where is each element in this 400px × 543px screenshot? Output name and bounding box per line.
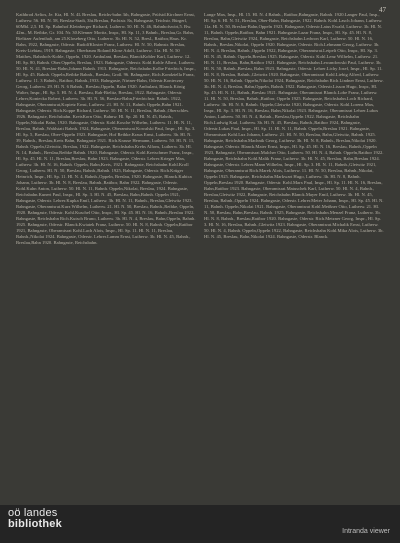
text-line: bahn 3th, Bahngaste, Prüfstd. [112, 12, 167, 17]
text-line: Kubica Johann, Lutherw. 3b. Hl. N. 8, Breslau, Bahnh., [16, 174, 192, 185]
text-line: Lukas Paul, Inspr., Hl. Sp. 11. Hl. N. 11, Bahnh. Oppeln, [218, 126, 324, 131]
text-line: Ratibor 1921, Bahngaste, Oberamtsrat Kohl. [16, 222, 193, 233]
text-line: Wahlstatt Bahnh. 1924, Bahngaste, Oberamtsrat. [46, 126, 137, 131]
text-line: Latus Ewald, Lutherw. 3b. Hl. N. 11, Bahnh. Oppeln, [204, 24, 383, 35]
text-line: Lamm Ernst, Lutherw. 3b. Hl. N. 45, Bahnh., Breslau, [16, 234, 191, 245]
text-line: Kupka Emil, Lutherw. 3b. Hl. N. 11, Bahnh., Breslau, [66, 198, 166, 203]
text-line: Ratibor, Oppeln 1925. Bahngaste, Reichsbahn. [260, 96, 347, 101]
text-line: Oberschles. 1926. Bahngaste, Reichsbahn. Kreis [16, 108, 190, 119]
text-line: Reibke, Oppeln, 1920. Bahngaste, Oderstr. Kohl. [16, 204, 195, 215]
text-line: Gleiwitz 1922, Bahngaste, Reichsbahn Blanck. [219, 192, 306, 197]
text-line: Lobe Franz, Lutherw. 11. Hl. N. 50, Breslau, Bahnh., [204, 90, 378, 101]
text-line: Machnik Georg, Lutherw. 3b. Hl. N. 8, Bahnh., Breslau, [248, 138, 352, 143]
text-line: Haus. Kr. Bahn, 1922, Bahngaste, Oderstr. Rudolf [16, 36, 187, 47]
text-line: Nikolai, Oppeln 1920. Bahngaste, Oderstr. Rich. [234, 42, 324, 47]
text-line: Johann Bahnh. 1913. Bahngaste, Reichsbahn. [68, 66, 153, 71]
text-line: Koppe Richard, Lutherw. 50. Hl. N. 11, Breslau, Bahnh., [63, 108, 168, 113]
text-line: Oppeln 1923, Bahngaste, Oberamtsrat. [204, 144, 377, 155]
viewer-label: Intranda viewer [342, 528, 390, 535]
text-line: Nikolai Bahn, 1920. Bahngaste, Oderstr. Kohl. [30, 120, 117, 125]
text-line: Liebiau, 1919. Bahngaste, Oberbaum Roland. [27, 48, 112, 53]
text-line: Lehmann Georg, Lutherw. 3b. Hl. N. 4, Breslau, Bahnh., [204, 42, 380, 53]
text-line: Gleiwitz 1921, Bahngaste, Oberamtsrat Rich. [204, 162, 377, 173]
text-line: Oppeln, Breslau, 1920. Bahngaste, Blanck. [99, 174, 179, 179]
text-line: Kolbe Friedrich, Inspr., Hl. Sp. 45. Bahnh. Oppeln, [16, 66, 196, 77]
text-line: Kohle, Oppeln, 1920. Ambulant, Breslau, Blanck [52, 54, 143, 59]
text-line: Bahn 1920. Bahngaste, Reichsbahn. [31, 240, 98, 245]
text-line: Oppeln, Bahn 1920. Ambulant, Blanck. [100, 84, 174, 89]
text-line: Meier Johann, Inspr., Hl. Sp. 45. Hl. N. 11, Bahnh. Oppeln, [204, 198, 384, 209]
text-line: Marx Paul, Inspr., Hl. Sp. 11. Hl. N. 16, Breslau, Bahn, [204, 180, 383, 191]
text-line: Kretschmer Franz, Inspr., Hl. Sp. 45. Hl. N. 11, Breslau, [16, 150, 194, 161]
text-line: Oppeln 1922. Bahngaste, Reichsbahn Rich. [204, 114, 359, 125]
text-line: Lubos Anton, Lutherw. 50. Hl. N. 4, Bahnh., Breslau, [204, 108, 379, 119]
text-line: Gleiwitz 1923. Bahngaste, Oberamtsrat. [258, 222, 333, 227]
text-line: Klenner Moritz, Inspr., Hl. Sp. 11, 3 Bahnh., Breslau, [78, 30, 177, 35]
text-line: Lenz Wilhelm, Lutherw. 21. Hl. N. 11, Breslau, Bahn, [204, 54, 379, 65]
text-line: Breslau 1924. Bahngaste, Oderstr. Lehrer. [204, 156, 380, 167]
text-line: Lichy Josef, Inspr., Hl. Sp. 11. Hl. N. 8, Breslau, Bahnh., [204, 66, 383, 77]
text-line: Lux Johann, Lutherw. 21. Hl. N. 50, Breslau, Bahn, [238, 132, 334, 137]
text-line: Breslau, Bahn 1923. Bahngaste, Oderstr. Lehrer. [71, 156, 161, 161]
right-column [204, 12, 384, 500]
text-line: Maier Ernst, Inspr., Hl. Sp. 45. Hl. N. 16, Breslau, Bahnh., [255, 144, 364, 149]
text-line: Gleiwitz 1923. Bahngaste, Oberamtsrat. [16, 198, 193, 209]
text-line: Kohle Albert, Lutherw. 50. Hl. N. 41, Breslau-Bahn, [16, 60, 196, 71]
text-line: Bahnh. Oppeln 1921, Bahngaste, Oderstr. Lehrer. [16, 192, 181, 203]
text-line: Friedrichstr. Bahnh. 1922, Bahngaste, Oberamtsrat, [16, 96, 182, 107]
text-line: Metzner Georg, Inspr., Hl. Sp. 3. Hl. N. 16, Breslau, Bahnh., [204, 216, 381, 227]
text-line: Mayer Emil, Lutherw. 3b. Hl. N. 45, Breslau, Bahnh., [204, 192, 373, 203]
text-line: Oppeln 1922, Bahngaste, Oberamtsrat. [251, 48, 324, 53]
text-line: Krause Hermann, Lutherw. 50. Hl. N. 11, Bahnh. Oppeln, [16, 138, 195, 149]
text-line: Bielitz, Breslau, 1922. Bahngaste, Oderstr. Lehrer, [16, 90, 183, 101]
text-line: 5. Bw. 42m., M. Reibke, Gr. 104. Nr. 30. [16, 24, 192, 35]
page-number: 47 [379, 6, 386, 14]
text-line: Kreis Bahn, Bahngaste 1921. Rich. [53, 138, 119, 143]
text-line: Kutsch Bruno, Lutherw. 3b. Hl. N. 4, Breslau, Bahn, [69, 216, 167, 221]
text-line: Kroll Georg, Lutherw. Hl. N. 50, Breslau, Bahnh., [16, 162, 189, 173]
logo-line-2: bibliothek [8, 518, 62, 530]
text-line: Oppeln 1923. Bahngaste, Hof Reibke. [61, 132, 132, 137]
text-line: Breslau 1920. Bahngaste, Oderstr. Kohl. [218, 180, 293, 185]
text-line: Kleinberger Richard, Lutherw. 50. Hl. N. 46, Bahnhofswirt, [69, 24, 180, 29]
text-line: Gleiwitz, Breslau, 1922. Bahngaste, Reichsbahn. [44, 144, 135, 149]
text-line: Kuschel Otto, Inspr., Hl. Sp. 45. Hl. N. 16, Bahnh., [75, 210, 169, 215]
text-line: Koniecka Robert, Lutherw. 3b. Hl. N. 56, Breslau-Bahn, [29, 96, 134, 101]
text-line: Nikolai, Oppeln 1925. Bahngaste, Reichsbahn. [204, 168, 374, 179]
text-line: Kirchner Ernst, Lutherw. 56. Hl. N. 58, Breslau-Stadt, 3ht. [16, 12, 195, 23]
text-line: Kondziella Franz, Lutherw. 11. 3 Bahnh., Ratibor, Bahnh., [16, 72, 195, 83]
text-line: Oppeln 1923. Bahngaste, Oderstr. [258, 24, 321, 29]
text-line: Lisson Hugo, Inspr., Hl. Sp. 45. Hl. N. 11, Bahnh., [204, 84, 378, 95]
text-line: Malcher Otto, Lutherw. 50. Hl. N. 4, Bahnh. Oppeln, [260, 150, 359, 155]
text-line: Nikolai 1920. Bahngaste, Oderstr. Blanck. [204, 138, 377, 149]
text-line: Krebs Alfons, Lutherw. 3b. Hl. N. 14, Bahnh., Breslau, [16, 144, 192, 155]
text-line: Lewandowski Paul, Lutherw. 3b. Hl. N. 50, Bahnh., [204, 60, 382, 71]
text-line: 1933. Bahngaste, Nirtner-Bahn, Oderstr. [89, 78, 164, 83]
text-line: Reibke Bahnh., Breslau, Groß. 96. Bahngaste, Rich. [65, 72, 162, 77]
text-line: Kathbrod Aelios, Je. Kia, Hl. N. 4L Breslau, Reichs- [16, 12, 113, 17]
text-line: Bahnh. 1925, Bahngaste, Oderstr. Rich. [97, 168, 171, 173]
text-line: Ratibor 1924, Bahngaste, Oderstr. [204, 120, 361, 131]
text-line: Oppeln, Bahnh. 1922. Bahngaste, Oderstr. [255, 84, 333, 89]
text-line: Kloster Franz, Lutherw. Hl. N. 50, Bahnstr. Breslau, Kreis- [16, 42, 186, 53]
text-line: Lazar Franz, Inspr., Hl. Sp. 45. Hl. N. 8, Breslau, Bahn, [204, 30, 373, 41]
text-line: Lorenz Max, Inspr., Hl. Sp. 3. Hl. N. 16, Breslau, Bahn, [204, 102, 375, 113]
left-column [16, 12, 196, 500]
text-line: Mann Wilhelm, Inspr., Hl. Sp. 3. Hl. N. 11, Bahnh., [254, 162, 350, 167]
text-line: Breslau 1925. Bahngaste, Oderstr. Kohl. [252, 54, 327, 59]
text-line: Bahngaste, Bahnh. 1920. [298, 12, 345, 17]
text-line: Kowalski Paul, Inspr., Hl. Sp. 3. Hl. Sp. 5, Breslau, Ober- [16, 126, 196, 137]
text-line: Gleiwitz 1920. Bahngaste, Oberamtsrat Kohl. [251, 72, 336, 77]
text-line: Nikolai 1924. Bahngaste, Oderstr. Lehrer. [30, 234, 108, 239]
text-line: Gleiwitz 1920, Bahngaste, Oderstr. Kohl. [274, 102, 351, 107]
text-line: Ledwon Karl, Lutherw. 50. Hl. N. 16, Bahnh., Breslau, [204, 36, 374, 47]
text-line: Mika Alois, Lutherw. 3b. Hl. N. 45, Breslau, Bahn, [204, 228, 384, 239]
text-line: Breslau, Bahnh. 1925, Bahngaste, Reichsbahn. [243, 210, 330, 215]
text-line: Ludwig Karl, Lutherw. 3b. Hl. N. 45, Breslau, Bahnh., [213, 120, 315, 125]
text-line: Bahn 1921. Bahngaste, Oderstr. Rich. [16, 102, 183, 113]
text-line: Kuhn Anton, Lutherw. 50. Hl. N. 11, Bahnh. Oppeln, [26, 186, 124, 191]
text-line: Ratibor 1923. Bahngaste, Oberamtsrat. [214, 186, 287, 191]
text-line: Meißner Otto, Lutherw. 21. Hl. N. 50, Breslau, Bahn, [204, 204, 380, 215]
text-line: König Walter, Inspr., Hl. Sp. 5. Hl. N. 4, Breslau, Rah- [16, 84, 185, 95]
text-line: Krüger Heinrich, Inspr., Hl. Sp. 11. Hl. N. 4, Bahnh., [16, 168, 184, 179]
text-line: Kunert Paul, Inspr., Hl. Sp. 3. Hl. N. 45, Breslau, Bahn, [38, 192, 141, 197]
text-line: Lindner Ernst, Lutherw. 3b. Hl. N. 4, Breslau, Bahn, [204, 78, 384, 89]
text-line: Klose Adolf, Lutherw. 11a. Hl. N. 50 Matthes, Bahnhofs- [16, 48, 180, 59]
text-line: Kwiatek Franz, Lutherw. 50. Hl. N. 8, Bahnh. Oppeln, [78, 222, 179, 227]
text-line: Kosche Wilhelm, Lutherw. 11. Hl. N. 11, Breslau, Bahnh., [16, 120, 193, 131]
text-line: Mbl. 2,5. Hl. Sp. Bahnhof. [20, 24, 70, 29]
text-line: Loch Richard, Lutherw. 3b. Hl. N. 8, Bahnh. Oppeln, [204, 96, 374, 107]
text-line: Marek Alois, Lutherw. 11. Hl. N. 50, Breslau, Bahnh., [259, 168, 359, 173]
text-line: Nikolai 1924. Bahngaste, Oderstr. Blanck. [250, 234, 329, 239]
text-line: Nikolai, Breslau, 1924. Bahngaste, Reichsbahn. [16, 186, 189, 197]
text-line: Ratibor 1920. Bahngaste, Oderstr. Rich. [251, 216, 326, 221]
text-line: Konieczny Georg, Lutherw. 29. Hl. N. 6 Bahnh., Breslau, [16, 78, 184, 89]
text-line: Breslau 1922. Bahngaste, Reichsbahn Rich. [16, 210, 195, 221]
text-line: Oppeln 1922, Bahngaste, Reichsbahn Kohl. [256, 228, 338, 233]
text-line: Matuschek Karl, Lutherw. 50. Hl. N. 4, Bahnh., Breslau, [204, 186, 375, 197]
text-line: Gleiwitz 1924, Bahngaste, Reichsbahn. [231, 36, 304, 41]
text-line: Kloseberg Otto, Lutherw. 3b. Hl. N. 52, Bresl., Ratibor, [67, 36, 170, 41]
text-line: Ratibor, Bahn 1921. Bahngaste. [239, 30, 299, 35]
text-line: Kobler Karl, Lutherw. 12. Hl. Sp. 80, Bahnh. Ober. [16, 54, 191, 65]
text-line: Breslau 1921. Bahngaste, Oberamtsrat Blanck. [251, 90, 338, 95]
text-line: Nikolai 1921. Bahngaste, Oberamtsrat Kohl. [239, 204, 322, 209]
text-line: Krieger Max, Lutherw. 3b. Hl. N. 16, Bahnh. Oppeln, Bahn, [16, 156, 186, 167]
text-line: Ratibor 1922. Bahngaste, Reichsbahn Kohl. [204, 150, 384, 161]
text-line: Gleiwitz, Bahnh. 1925. Bahngaste, Reichsbahn. [204, 132, 376, 143]
text-line: Lach Alois, Inspr., Hl. Sp. 11. Hl. N. 11, Breslau, Bahnh., [16, 228, 174, 239]
text-line: Menzel Franz, Lutherw. 3b. Hl. N. 8, Bahnh., Breslau, [204, 210, 381, 221]
text-line: Nikolai 1924, Bahngaste, Reichsbahn Rich. [259, 78, 340, 83]
text-line: Langer Paul, Insp., Hl. Sp. 6. Hl. N. 51, Breslau, Ober- [204, 12, 380, 23]
text-line: Kreis, 1921. Bahngaste, Reichsbahn Kohl. [100, 162, 179, 167]
text-line: Nikolai 1923. Bahngaste, Oberamtsrat Lehrer. [281, 108, 367, 113]
text-line: Bahn, Bahngaste, 1922. Bahnh. Kohl. [268, 18, 339, 23]
text-line: Malik Franz, Lutherw. 3b. Hl. N. 45, Breslau, Bahn, [258, 156, 355, 161]
text-line: Liebig Alfred, Lutherw. 50. Hl. N. 16, Bahnh. Oppeln, [204, 72, 380, 83]
text-line: Ratibor, Bahn 1922. Bahngaste, Oderstr. Kohl. [16, 180, 178, 191]
text-line: Leipelt Otto, Inspr., Hl. Sp. 3. Hl. N. 45, Bahnh. Oppeln, [204, 48, 378, 59]
text-line: Breslau, Bahn 1923. Bahngaste, Oderstr. Lehrer. [237, 66, 327, 71]
text-line: Reibke Bahnh. 1920, Bahngaste, Oderstr. Kohl. [59, 150, 147, 155]
text-line: Korn Otto, Bahnw. Hl. Sp. 20. Hl. N. 45, Bahnh., Oppeln, [16, 114, 174, 125]
text-line: Kurz Wilhelm, Lutherw. 21. Hl. N. 50, Breslau, Bahnh., [61, 204, 165, 209]
text-line: Oppeln, Bahnh. 1925. Bahngaste, Oderstr. Blanck. [16, 216, 196, 227]
text-line: Oppeln 1924. Bahngaste, Oderstr. Lehrer. [234, 198, 312, 203]
text-line: Michalik Ernst, Lutherw. 50. Hl. N. 4, Bahnh. Oppeln, [204, 222, 379, 233]
logo-line-1: oö landes [8, 507, 58, 519]
text-line: Breslau, Pachtstr. 8a, Bahngaste, Teichstr. Bürgerl, 60 [16, 18, 188, 29]
text-line: Markwart Hugo, Lutherw. 3b. Hl. N. 8, Bahnh. Oppeln, [204, 174, 361, 185]
text-line: Lasch Johann, Lutherw. 11a. Hl. N. 50, Breslau-Bahn, [204, 18, 383, 29]
text-line: Kopietz Ernst, Lutherw. 21. Hl. N. 11, Bahnh. Oppeln, [61, 102, 162, 107]
text-line: Lange Max, Insp., Hl. 15. Hl. N. 4 Bahnh., Ratibor, [204, 12, 299, 17]
text-line: Oppeln, Breslau, 1923. Bahngaste, Oderstr. Kohl. [61, 60, 153, 65]
text-line: Kraus Ernst, Lutherw. 3b. Hl. N. 39, Bahnh., Breslau, [16, 132, 192, 143]
text-line: Breslau 1921. Bahngaste, Oberamtsrat Kohl. [204, 126, 371, 137]
library-logo[interactable] [8, 508, 62, 530]
text-line: Gr. Bahn, Bielitzer Aufenthalt, am 25. [16, 30, 194, 41]
text-line: Ratibor 1921. Bahngaste, Reichsbahn. [250, 60, 321, 65]
